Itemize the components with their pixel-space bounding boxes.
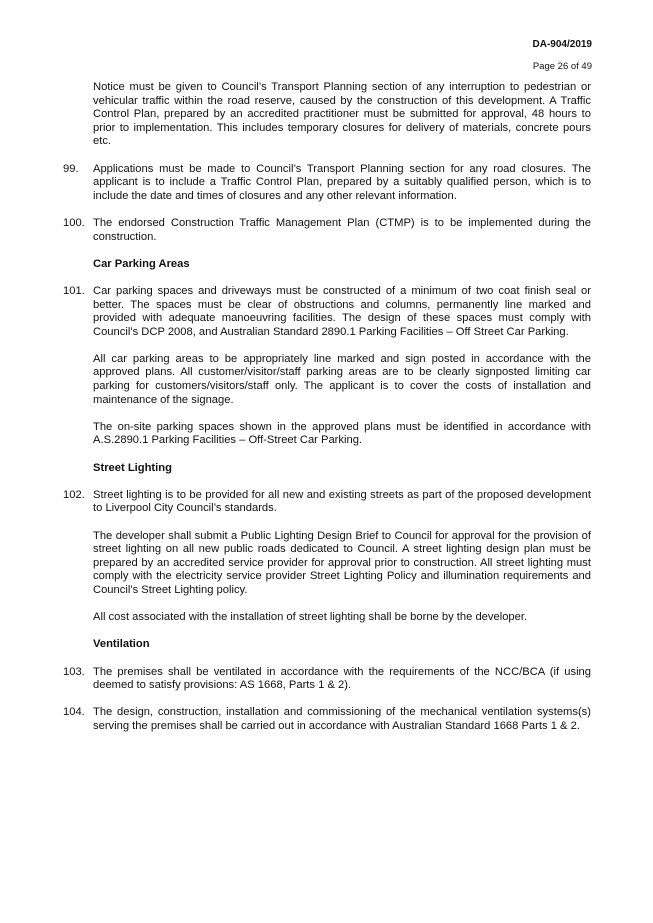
page-number: Page 26 of 49 bbox=[532, 61, 592, 72]
condition-text: The premises shall be ventilated in accordance with the requirements of the NCC/BCA (if using deemed to satisfy provisions: AS 1668, Parts 1 & 2). bbox=[93, 665, 591, 692]
condition-101-paragraph-3: The on-site parking spaces shown in the approved plans must be identified in accordance with A.S.2890.1 Parking Facilities – Off-Street Car Parking. bbox=[93, 420, 591, 447]
condition-number: 99. bbox=[63, 162, 79, 175]
section-heading-car-parking: Car Parking Areas bbox=[93, 257, 190, 270]
condition-102-paragraph-2: The developer shall submit a Public Lighting Design Brief to Council for approval for the provision of street lighting on all new public roads dedicated to Council. A street lighting design plan must be prepared by an accredited service provider for approval prior to construction. All street lighting must comply with the electricity service provider Street Lighting Policy and illumination requirements and Council’s Street Lighting policy. bbox=[93, 529, 591, 596]
condition-number: 101. bbox=[63, 284, 85, 297]
condition-text: Car parking spaces and driveways must be constructed of a minimum of two coat finish seal or better. The spaces must be clear of obstructions and columns, permanently line marked and provided with adequate manoeuvring facilities. The design of these spaces must comply with Council’s DCP 2008, and Australian Standard 2890.1 Parking Facilities – Off Street Car Parking. bbox=[93, 284, 591, 338]
condition-text: The endorsed Construction Traffic Management Plan (CTMP) is to be implemented during the construction. bbox=[93, 216, 591, 243]
condition-101 bbox=[63, 285, 591, 339]
condition-102 bbox=[63, 489, 591, 516]
condition-text: Applications must be made to Council’s Transport Planning section for any road closures. The applicant is to include a Traffic Control Plan, prepared by a suitably qualified person, which is to include the date and times of closures and any other relevant information. bbox=[93, 162, 591, 202]
intro-paragraph: Notice must be given to Council’s Transport Planning section of any interruption to pedestrian or vehicular traffic within the road reserve, caused by the construction of this development. A Traffic Control Plan, prepared by an accredited practitioner must be submitted for approval, 48 hours to prior to implementation. This includes temporary closures for delivery of materials, concrete pours etc. bbox=[93, 81, 591, 148]
condition-101-paragraph-2: All car parking areas to be appropriately line marked and sign posted in accordance with the approved plans. All customer/visitor/staff parking areas are to be clearly signposted limiting car parking for customers/visitors/staff only. The applicant is to cover the costs of installation and maintenance of the signage. bbox=[93, 352, 591, 406]
condition-number: 100. bbox=[63, 216, 85, 229]
condition-number: 103. bbox=[63, 665, 85, 678]
document-reference: DA-904/2019 bbox=[532, 39, 592, 50]
condition-text: Street lighting is to be provided for all new and existing streets as part of the proposed development to Liverpool City Council’s standards. bbox=[93, 488, 591, 515]
condition-text: The design, construction, installation and commissioning of the mechanical ventilation systems(s) serving the premises shall be carried out in accordance with Australian Standard 1668 Parts 1 & 2. bbox=[93, 706, 591, 732]
condition-100 bbox=[63, 217, 591, 244]
condition-103 bbox=[63, 666, 591, 693]
condition-102-paragraph-3: All cost associated with the installation of street lighting shall be borne by the developer. bbox=[93, 611, 528, 624]
section-heading-ventilation: Ventilation bbox=[93, 638, 150, 651]
condition-number: 104. bbox=[63, 706, 85, 719]
condition-99 bbox=[63, 163, 591, 204]
condition-104 bbox=[63, 706, 591, 733]
section-heading-street-lighting: Street Lighting bbox=[93, 461, 172, 474]
condition-number: 102. bbox=[63, 488, 85, 501]
document-body bbox=[63, 81, 591, 747]
